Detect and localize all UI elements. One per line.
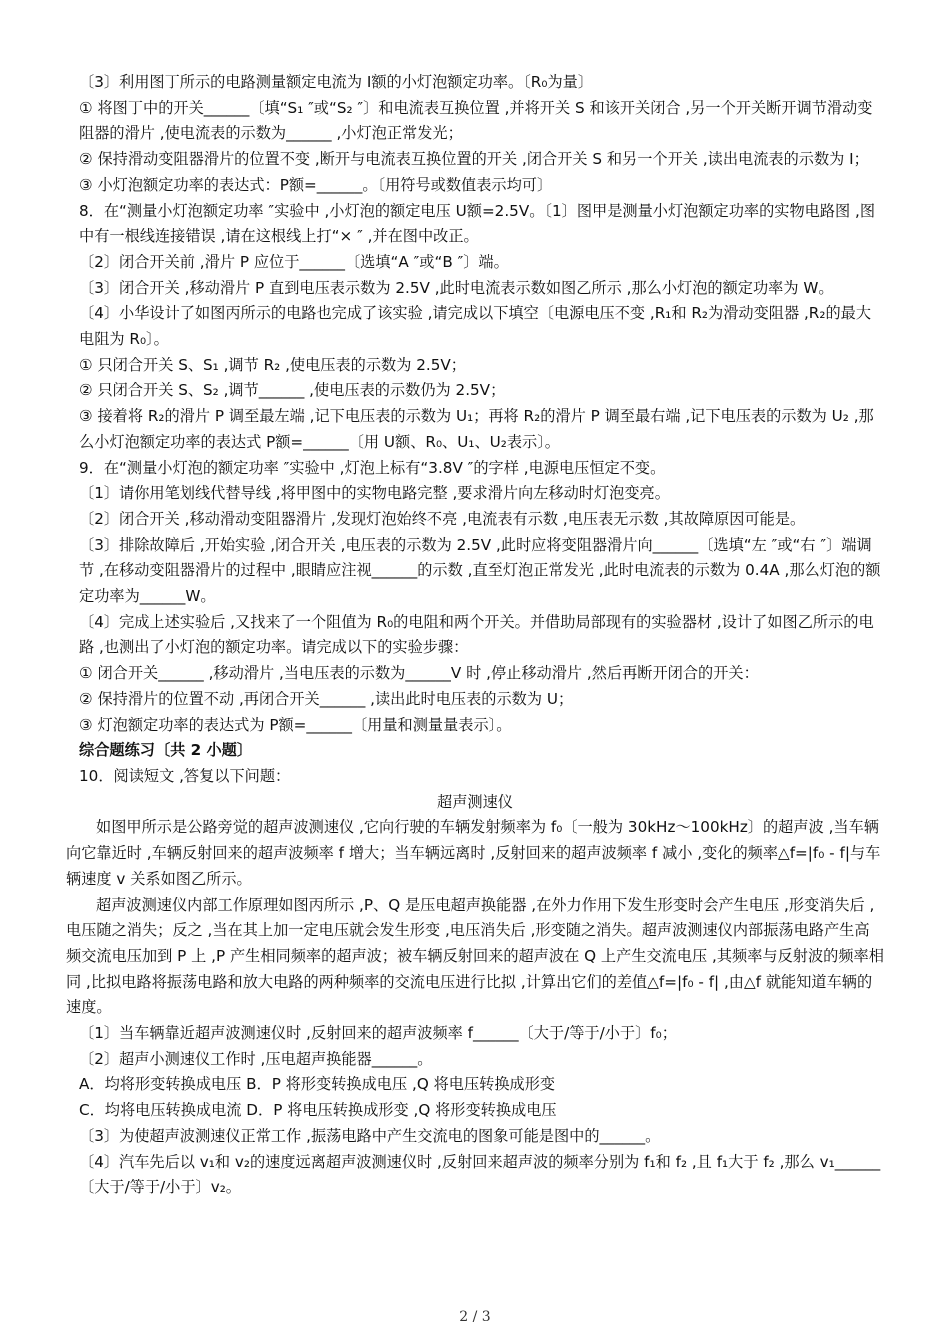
q8-intro: 8．在“测量小灯泡额定功率 ″实验中 ,小灯泡的额定电压 U额=2.5V。〔1〕图甲是测量小灯泡额定功率的实物电路图 ,图中有一根线连接错误 ,请在这根线上打“× ″ ,并在图中改正。 xyxy=(79,201,876,246)
q9-step1: ① 闭合开关______ ,移动滑片 ,当电压表的示数为______V 时 ,停止移动滑片 ,然后再断开闭合的开关： xyxy=(79,664,759,683)
section-heading: 综合题练习〔共 2 小题〕 xyxy=(79,741,253,760)
q9-part1: 〔1〕请你用笔划线代替导线 ,将甲图中的实物电路完整 ,要求滑片向左移动时灯泡变亮。 xyxy=(79,484,670,503)
page-number: 2 / 3 xyxy=(459,1309,491,1325)
q8-step3: ③ 接着将 R₂的滑片 P 调至最左端 ,记下电压表的示数为 U₁；再将 R₂的滑片 P 调至最右端 ,记下电压表的示数为 U₂ ,那么小灯泡额定功率的表达式 P额=______〔用 U额、R₀、U₁、U₂表示〕。 xyxy=(79,407,874,451)
q7-part3: 〔3〕利用图丁所示的电路测量额定电流为 I额的小灯泡额定功率。〔R₀为量〕 xyxy=(79,73,594,91)
q9-intro: 9．在“测量小灯泡的额定功率 ″实验中 ,灯泡上标有“3.8V ″的字样 ,电源电压恒定不变。 xyxy=(79,458,666,477)
q10-option-ab: A．均将形变转换成电压 B．P 将形变转换成电压 ,Q 将电压转换成形变 xyxy=(79,1075,556,1094)
q8-part4: 〔4〕小华设计了如图丙所示的电路也完成了该实验 ,请完成以下填空〔电源电压不变 ,R₁和 R₂为滑动变阻器 ,R₂的最大电阻为 R₀〕。 xyxy=(79,304,872,349)
q7-step2: ② 保持滑动变阻器滑片的位置不变 ,断开与电流表互换位置的开关 ,闭合开关 S 和另一个开关 ,读出电流表的示数为 I； xyxy=(79,150,869,169)
article-title: 超声测速仪 xyxy=(437,792,513,811)
q8-part2: 〔2〕闭合开关前 ,滑片 P 应位于______〔选填“A ″或“B ″〕端。 xyxy=(79,252,509,271)
q9-part2: 〔2〕闭合开关 ,移动滑动变阻器滑片 ,发现灯泡始终不亮 ,电流表有示数 ,电压表无示数 ,其故障原因可能是。 xyxy=(79,509,806,528)
q9-step2: ② 保持滑片的位置不动 ,再闭合开关______ ,读出此时电压表的示数为 U； xyxy=(79,689,574,708)
q9-step3: ③ 灯泡额定功率的表达式为 P额=______〔用量和测量量表示〕。 xyxy=(79,715,512,734)
q9-part3: 〔3〕排除故障后 ,开始实验 ,闭合开关 ,电压表的示数为 2.5V ,此时应将变阻器滑片向______〔选填“左 ″或“右 ″〕端调节 ,在移动变阻器滑片的过程中 ,眼睛应注视______的示数 ,直至灯泡正常发光 ,此时电流表的示数为 0.4A ,那么灯泡的额定功率为______W。 xyxy=(79,535,881,606)
q7-step3: ③ 小灯泡额定功率的表达式：P额=______。〔用符号或数值表示均可〕 xyxy=(79,175,553,194)
q10-part2: 〔2〕超声小测速仪工作时 ,压电超声换能器______。 xyxy=(79,1049,433,1068)
article-paragraph-1: 如图甲所示是公路旁觉的超声波测速仪 ,它向行驶的车辆发射频率为 f₀〔一般为 30kHz～100kHz〕的超声波 ,当车辆向它靠近时 ,车辆反射回来的超声波频率 f 增大；当车辆远离时 ,反射回来的超声波频率 f 减小 ,变化的频率△f=|f₀ - f|与车辆速度 v 关系如图乙所示。 xyxy=(66,818,881,888)
q10-part4: 〔4〕汽车先后以 v₁和 v₂的速度远离超声波测速仪时 ,反射回来超声波的频率分别为 f₁和 f₂ ,且 f₁大于 f₂ ,那么 v₁______〔大于/等于/小于〕v₂。 xyxy=(79,1152,881,1197)
q7-step1: ① 将图丁中的开关______〔填“S₁ ″或“S₂ ″〕和电流表互换位置 ,并将开关 S 和该开关闭合 ,另一个开关断开调节滑动变阻器的滑片 ,使电流表的示数为______ ,小灯泡正常发光； xyxy=(79,98,873,143)
q8-step2: ② 只闭合开关 S、S₂ ,调节______ ,使电压表的示数仍为 2.5V； xyxy=(79,381,506,400)
q10-part3: 〔3〕为使超声波测速仪正常工作 ,振荡电路中产生交流电的图象可能是图中的______。 xyxy=(79,1126,661,1145)
q8-step1: ① 只闭合开关 S、S₁ ,调节 R₂ ,使电压表的示数为 2.5V； xyxy=(79,355,466,374)
q10-part1: 〔1〕当车辆靠近超声波测速仪时 ,反射回来的超声波频率 f______〔大于/等于/小于〕f₀； xyxy=(79,1024,677,1043)
article-paragraph-2: 超声波测速仪内部工作原理如图丙所示 ,P、Q 是压电超声换能器 ,在外力作用下发生形变时会产生电压 ,形变消失后 ,电压随之消失；反之 ,当在其上加一定电压就会发生形变 ,电压消失后 ,形变随之消失。超声波测速仪内部振荡电路产生高频交流电压加到 P 上 ,P 产生相同频率的超声波；被车辆反射回来的超声波在 Q 上产生交流电压 ,其频率与反射波的频率相同 ,比拟电路将振荡电路和放大电路的两种频率的交流电压进行比拟 ,计算出它们的差值△f=|f₀ - f| ,由△f 就能知道车辆的速度。 xyxy=(66,895,884,1017)
q9-part4: 〔4〕完成上述实验后 ,又找来了一个阻值为 R₀的电阻和两个开关。并借助局部现有的实验器材 ,设计了如图乙所示的电路 ,也测出了小灯泡的额定功率。请完成以下的实验步骤： xyxy=(79,612,874,657)
q10-option-cd: C．均将电压转换成电流 D．P 将电压转换成形变 ,Q 将形变转换成电压 xyxy=(79,1101,557,1120)
q8-part3: 〔3〕闭合开关 ,移动滑片 P 直到电压表示数为 2.5V ,此时电流表示数如图乙所示 ,那么小灯泡的额定功率为 W。 xyxy=(79,278,834,297)
document-body xyxy=(66,70,884,1201)
q10-intro: 10．阅读短文 ,答复以下问题： xyxy=(79,766,291,785)
